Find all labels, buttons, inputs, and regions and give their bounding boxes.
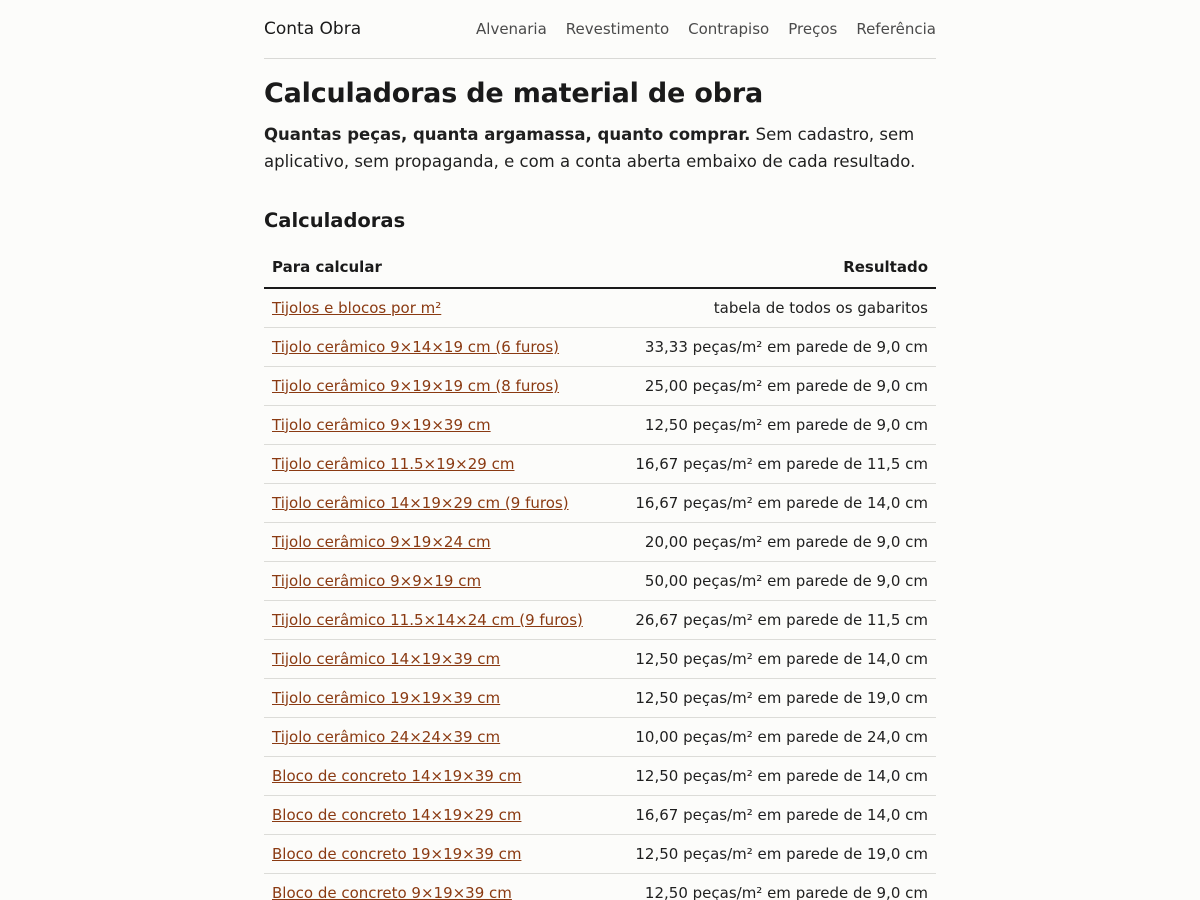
result-value: 12,50 peças/m² em parede de 9,0 cm — [610, 405, 936, 444]
table-row — [264, 444, 936, 483]
section-title: Calculadoras — [264, 209, 406, 232]
table-row — [264, 600, 936, 639]
result-value: 26,67 peças/m² em parede de 11,5 cm — [610, 600, 936, 639]
table-row — [264, 288, 936, 327]
nav-item-contrapiso[interactable]: Contrapiso — [688, 20, 770, 38]
nav-item-revestimento[interactable]: Revestimento — [565, 20, 670, 38]
nav-item-alvenaria[interactable]: Alvenaria — [476, 20, 547, 38]
result-value: 12,50 peças/m² em parede de 14,0 cm — [610, 756, 936, 795]
header-resultado: Resultado — [610, 246, 936, 288]
table-row — [264, 483, 936, 522]
nav-item-precos[interactable]: Preços — [788, 20, 838, 38]
result-value: 33,33 peças/m² em parede de 9,0 cm — [610, 327, 936, 366]
table-row — [264, 561, 936, 600]
calculator-link[interactable]: Tijolo cerâmico 11.5×19×29 cm — [272, 454, 515, 473]
result-value: 12,50 peças/m² em parede de 9,0 cm — [610, 873, 936, 900]
table-row — [264, 639, 936, 678]
calculator-link[interactable]: Tijolo cerâmico 9×19×24 cm — [272, 532, 491, 551]
calculator-link[interactable]: Tijolos e blocos por m² — [272, 298, 442, 317]
table-row — [264, 405, 936, 444]
intro-text — [264, 121, 936, 175]
result-value: 16,67 peças/m² em parede de 14,0 cm — [610, 795, 936, 834]
main-nav — [476, 20, 936, 38]
calculator-link[interactable]: Tijolo cerâmico 24×24×39 cm — [272, 727, 501, 746]
nav-item-referencia[interactable]: Referência — [856, 20, 936, 38]
brand-link[interactable]: Conta Obra — [264, 19, 362, 39]
calculator-link[interactable]: Bloco de concreto 19×19×39 cm — [272, 844, 522, 863]
intro-bold: Quantas peças, quanta argamassa, quanto comprar. — [264, 125, 751, 144]
table-header-row — [264, 246, 936, 288]
calculator-link[interactable]: Bloco de concreto 14×19×39 cm — [272, 766, 522, 785]
calculator-link[interactable]: Tijolo cerâmico 11.5×14×24 cm (9 furos) — [272, 610, 583, 629]
result-value: 10,00 peças/m² em parede de 24,0 cm — [610, 717, 936, 756]
table-row — [264, 834, 936, 873]
site-header — [264, 0, 936, 59]
result-value: tabela de todos os gabaritos — [610, 288, 936, 327]
table-row — [264, 327, 936, 366]
calculator-link[interactable]: Tijolo cerâmico 9×14×19 cm (6 furos) — [272, 337, 560, 356]
page-title: Calculadoras de material de obra — [264, 78, 763, 109]
table-row — [264, 795, 936, 834]
result-value: 20,00 peças/m² em parede de 9,0 cm — [610, 522, 936, 561]
calculators-table — [264, 246, 936, 900]
header-para-calcular: Para calcular — [264, 246, 610, 288]
page-container — [264, 0, 936, 900]
table-row — [264, 873, 936, 900]
calculator-link[interactable]: Bloco de concreto 9×19×39 cm — [272, 883, 512, 900]
result-value: 12,50 peças/m² em parede de 14,0 cm — [610, 639, 936, 678]
result-value: 16,67 peças/m² em parede de 11,5 cm — [610, 444, 936, 483]
table-row — [264, 522, 936, 561]
intro-rest: Sem cadastro, sem aplicativo, sem propaganda, e com a conta aberta embaixo de cada resultado. — [264, 125, 916, 171]
table-row — [264, 717, 936, 756]
table-row — [264, 678, 936, 717]
calculator-link[interactable]: Tijolo cerâmico 9×19×19 cm (8 furos) — [272, 376, 560, 395]
calculator-link[interactable]: Tijolo cerâmico 14×19×29 cm (9 furos) — [272, 493, 569, 512]
result-value: 12,50 peças/m² em parede de 19,0 cm — [610, 678, 936, 717]
result-value: 16,67 peças/m² em parede de 14,0 cm — [610, 483, 936, 522]
calculator-link[interactable]: Tijolo cerâmico 9×9×19 cm — [272, 571, 482, 590]
result-value: 12,50 peças/m² em parede de 19,0 cm — [610, 834, 936, 873]
table-row — [264, 366, 936, 405]
calculator-link[interactable]: Tijolo cerâmico 9×19×39 cm — [272, 415, 491, 434]
calculator-link[interactable]: Tijolo cerâmico 14×19×39 cm — [272, 649, 501, 668]
calculator-link[interactable]: Bloco de concreto 14×19×29 cm — [272, 805, 522, 824]
result-value: 25,00 peças/m² em parede de 9,0 cm — [610, 366, 936, 405]
result-value: 50,00 peças/m² em parede de 9,0 cm — [610, 561, 936, 600]
calculator-link[interactable]: Tijolo cerâmico 19×19×39 cm — [272, 688, 501, 707]
table-row — [264, 756, 936, 795]
